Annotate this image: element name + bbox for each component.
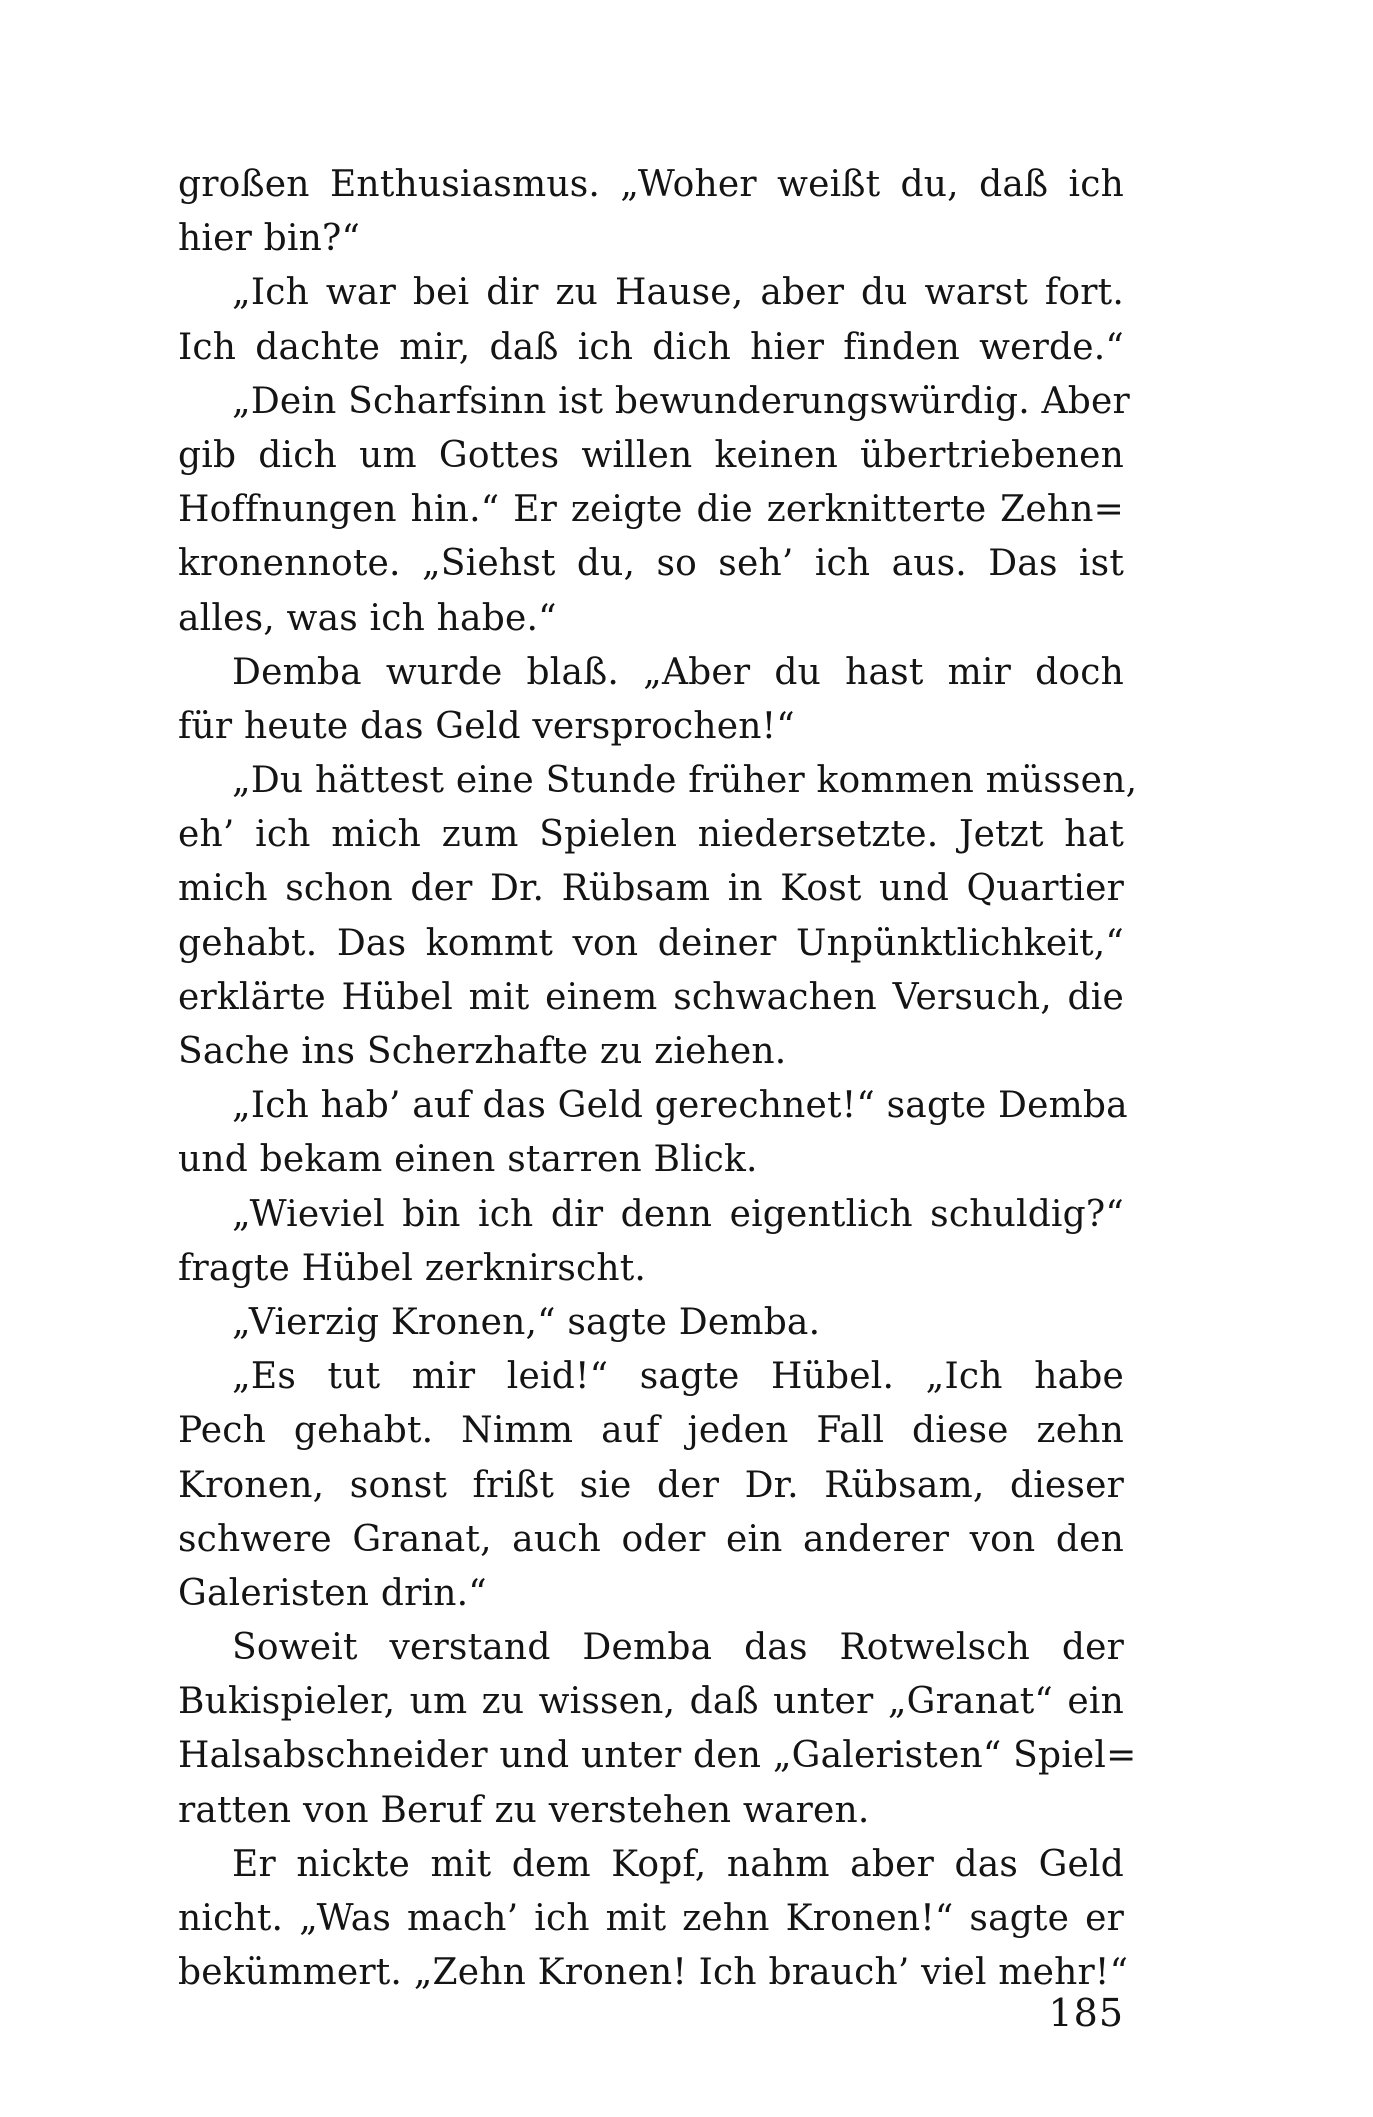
text-line: hier bin?“ xyxy=(178,218,361,260)
text-line: Pech gehabt. Nimm auf jeden Fall diese zehn xyxy=(178,1410,1124,1452)
text-line: Demba wurde blaß. „Aber du hast mir doch xyxy=(232,651,1124,693)
text-line: Bukispieler, um zu wissen, daß unter „Granat“ ein xyxy=(178,1681,1124,1723)
text-line: Hoffnungen hin.“ Er zeigte die zerknitterte Zehn= xyxy=(178,489,1124,531)
text-line: eh’ ich mich zum Spielen niedersetzte. Jetzt hat xyxy=(178,814,1124,856)
text-line: Galeristen drin.“ xyxy=(178,1572,487,1614)
text-line: mich schon der Dr. Rübsam in Kost und Quartier xyxy=(178,868,1124,910)
text-line: Er nickte mit dem Kopf, nahm aber das Geld xyxy=(232,1843,1124,1885)
text-line: schwere Granat, auch oder ein anderer von den xyxy=(178,1518,1124,1560)
text-line: Kronen, sonst frißt sie der Dr. Rübsam, dieser xyxy=(178,1464,1124,1506)
text-line: Soweit verstand Demba das Rotwelsch der xyxy=(232,1627,1124,1669)
text-line: „Dein Scharfsinn ist bewunderungswürdig. Aber xyxy=(232,380,1130,422)
text-line: „Wieviel bin ich dir denn eigentlich schuldig?“ xyxy=(232,1193,1124,1235)
text-line: „Du hättest eine Stunde früher kommen müssen, xyxy=(232,760,1138,802)
text-line: alles, was ich habe.“ xyxy=(178,597,557,639)
page-number: 185 xyxy=(1048,1991,1124,2035)
text-line: Ich dachte mir, daß ich dich hier finden werde.“ xyxy=(178,326,1124,368)
text-line: gib dich um Gottes willen keinen übertriebenen xyxy=(178,434,1124,476)
text-line: „Ich hab’ auf das Geld gerechnet!“ sagte Demba xyxy=(232,1085,1128,1127)
text-line: gehabt. Das kommt von deiner Unpünktlichkeit,“ xyxy=(178,922,1124,964)
text-line: Sache ins Scherzhafte zu ziehen. xyxy=(178,1031,787,1072)
text-line: Halsabschneider und unter den „Galeristen“ Spiel= xyxy=(178,1735,1137,1777)
text-line: „Ich war bei dir zu Hause, aber du warst fort. xyxy=(232,272,1124,314)
text-line: erklärte Hübel mit einem schwachen Versuch, die xyxy=(178,976,1124,1018)
text-line: und bekam einen starren Blick. xyxy=(178,1139,758,1181)
text-line: für heute das Geld versprochen!“ xyxy=(178,705,795,747)
text-line: großen Enthusiasmus. „Woher weißt du, daß ich xyxy=(178,164,1124,205)
text-line: „Es tut mir leid!“ sagte Hübel. „Ich habe xyxy=(232,1356,1124,1398)
text-line: ratten von Beruf zu verstehen waren. xyxy=(178,1789,870,1831)
text-line: fragte Hübel zerknirscht. xyxy=(178,1247,647,1289)
text-line: bekümmert. „Zehn Kronen! Ich brauch’ viel mehr!“ xyxy=(178,1952,1129,1994)
text-line: kronennote. „Siehst du, so seh’ ich aus. Das ist xyxy=(178,543,1124,585)
text-line: nicht. „Was mach’ ich mit zehn Kronen!“ sagte er xyxy=(178,1898,1124,1939)
text-line: „Vierzig Kronen,“ sagte Demba. xyxy=(232,1301,821,1343)
body-text xyxy=(178,158,1138,2000)
